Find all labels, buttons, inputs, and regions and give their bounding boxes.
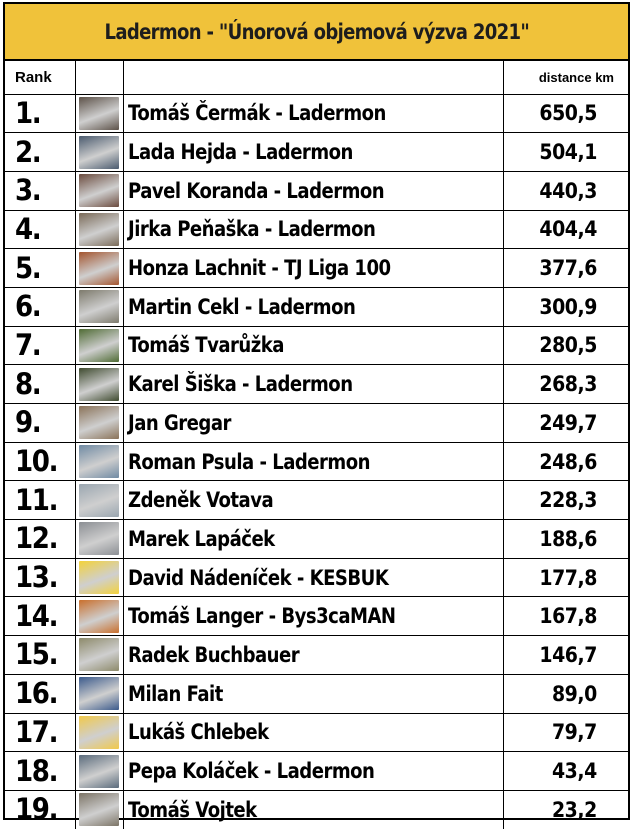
distance-cell: [503, 752, 628, 791]
distance-cell: [503, 597, 628, 636]
photo-cell: [75, 365, 123, 404]
avatar: [79, 329, 119, 362]
rank-value: 14.: [15, 598, 58, 633]
rank-value: 18.: [15, 753, 58, 788]
name-cell: [123, 790, 503, 829]
table-row: [5, 752, 628, 791]
photo-cell: [75, 674, 123, 713]
distance-value: 504,1: [539, 140, 597, 165]
distance-value: 79,7: [552, 720, 597, 745]
photo-cell: [75, 752, 123, 791]
distance-cell: [503, 94, 628, 133]
photo-cell: [75, 636, 123, 675]
distance-cell: [503, 365, 628, 404]
distance-cell: [503, 481, 628, 520]
distance-header: distance km: [503, 61, 628, 94]
participant-name: Tomáš Čermák - Ladermon: [127, 101, 386, 126]
distance-value: 43,4: [552, 759, 597, 784]
name-cell: [123, 287, 503, 326]
participant-name: Lada Hejda - Ladermon: [127, 140, 353, 165]
distance-cell: [503, 713, 628, 752]
rank-value: 13.: [15, 560, 58, 595]
rank-cell: [5, 210, 75, 249]
rank-cell: [5, 94, 75, 133]
name-cell: [123, 674, 503, 713]
photo-cell: [75, 481, 123, 520]
rank-cell: [5, 287, 75, 326]
name-cell: [123, 249, 503, 288]
table-row: [5, 326, 628, 365]
rank-value: 2.: [15, 134, 41, 169]
leaderboard-rows: [5, 94, 628, 829]
name-cell: [123, 133, 503, 172]
avatar: [79, 522, 119, 555]
rank-cell: [5, 558, 75, 597]
photo-cell: [75, 210, 123, 249]
table-row: [5, 133, 628, 172]
distance-value: 650,5: [539, 101, 597, 126]
distance-value: 23,2: [552, 797, 597, 822]
participant-name: Marek Lapáček: [127, 526, 275, 551]
avatar: [79, 793, 119, 826]
name-cell: [123, 404, 503, 443]
photo-cell: [75, 249, 123, 288]
rank-cell: [5, 790, 75, 829]
distance-value: 300,9: [539, 294, 597, 319]
distance-cell: [503, 674, 628, 713]
distance-cell: [503, 520, 628, 559]
table-row: [5, 674, 628, 713]
photo-cell: [75, 558, 123, 597]
table-row: [5, 481, 628, 520]
distance-value: 188,6: [539, 526, 597, 551]
participant-name: Tomáš Vojtek: [127, 797, 257, 822]
distance-cell: [503, 404, 628, 443]
rank-cell: [5, 520, 75, 559]
rank-value: 9.: [15, 405, 41, 440]
avatar: [79, 677, 119, 710]
participant-name: Honza Lachnit - TJ Liga 100: [127, 256, 391, 281]
distance-cell: [503, 287, 628, 326]
distance-value: 146,7: [539, 642, 597, 667]
rank-value: 16.: [15, 676, 58, 711]
participant-name: Pepa Koláček - Ladermon: [127, 759, 374, 784]
photo-cell: [75, 404, 123, 443]
distance-value: 248,6: [539, 449, 597, 474]
rank-cell: [5, 249, 75, 288]
rank-cell: [5, 404, 75, 443]
table-row: [5, 597, 628, 636]
name-cell: [123, 326, 503, 365]
participant-name: Jirka Peňaška - Ladermon: [127, 217, 375, 242]
avatar: [79, 561, 119, 594]
participant-name: Tomáš Tvarůžka: [127, 333, 284, 358]
participant-name: Jan Gregar: [127, 410, 231, 435]
distance-value: 177,8: [539, 565, 597, 590]
table-row: [5, 520, 628, 559]
photo-cell: [75, 790, 123, 829]
table-row: [5, 442, 628, 481]
avatar: [79, 716, 119, 749]
table-row: [5, 287, 628, 326]
rank-header: Rank: [5, 61, 75, 94]
rank-value: 10.: [15, 444, 58, 479]
rank-cell: [5, 133, 75, 172]
avatar: [79, 213, 119, 246]
distance-value: 440,3: [539, 178, 597, 203]
rank-value: 4.: [15, 211, 41, 246]
rank-value: 11.: [15, 482, 58, 517]
distance-value: 268,3: [539, 372, 597, 397]
photo-cell: [75, 597, 123, 636]
rank-cell: [5, 481, 75, 520]
avatar: [79, 406, 119, 439]
distance-value: 404,4: [539, 217, 597, 242]
participant-name: Milan Fait: [127, 681, 223, 706]
photo-cell: [75, 713, 123, 752]
rank-cell: [5, 442, 75, 481]
photo-cell: [75, 520, 123, 559]
rank-value: 3.: [15, 173, 41, 208]
table-row: [5, 171, 628, 210]
avatar: [79, 97, 119, 130]
table-row: [5, 210, 628, 249]
table-row: [5, 558, 628, 597]
rank-cell: [5, 365, 75, 404]
name-cell: [123, 520, 503, 559]
participant-name: Martin Cekl - Ladermon: [127, 294, 355, 319]
name-cell: [123, 713, 503, 752]
name-cell: [123, 597, 503, 636]
distance-cell: [503, 249, 628, 288]
distance-cell: [503, 558, 628, 597]
avatar: [79, 638, 119, 671]
distance-value: 249,7: [539, 410, 597, 435]
avatar: [79, 136, 119, 169]
participant-name: David Nádeníček - KESBUK: [127, 565, 388, 590]
photo-cell: [75, 326, 123, 365]
rank-value: 12.: [15, 521, 58, 556]
rank-value: 6.: [15, 289, 41, 324]
photo-cell: [75, 133, 123, 172]
distance-value: 228,3: [539, 488, 597, 513]
distance-cell: [503, 790, 628, 829]
rank-value: 19.: [15, 792, 58, 827]
rank-value: 7.: [15, 327, 41, 362]
photo-cell: [75, 94, 123, 133]
distance-cell: [503, 210, 628, 249]
participant-name: Tomáš Langer - Bys3caMAN: [127, 604, 396, 629]
table-row: [5, 713, 628, 752]
participant-name: Zdeněk Votava: [127, 488, 273, 513]
rank-cell: [5, 326, 75, 365]
photo-header: [75, 61, 123, 94]
rank-value: 17.: [15, 714, 58, 749]
table-row: [5, 404, 628, 443]
avatar: [79, 368, 119, 401]
distance-cell: [503, 442, 628, 481]
distance-cell: [503, 326, 628, 365]
rank-value: 15.: [15, 637, 58, 672]
rank-cell: [5, 171, 75, 210]
name-cell: [123, 481, 503, 520]
avatar: [79, 290, 119, 323]
avatar: [79, 755, 119, 788]
participant-name: Lukáš Chlebek: [127, 720, 269, 745]
avatar: [79, 174, 119, 207]
participant-name: Pavel Koranda - Ladermon: [127, 178, 384, 203]
photo-cell: [75, 171, 123, 210]
distance-value: 280,5: [539, 333, 597, 358]
distance-value: 167,8: [539, 604, 597, 629]
table-row: [5, 365, 628, 404]
rank-cell: [5, 674, 75, 713]
participant-name: Karel Šiška - Ladermon: [127, 372, 353, 397]
name-cell: [123, 558, 503, 597]
leaderboard-title: [5, 4, 628, 61]
table-row: [5, 636, 628, 675]
rank-cell: [5, 636, 75, 675]
distance-value: 377,6: [539, 256, 597, 281]
participant-name: Roman Psula - Ladermon: [127, 449, 370, 474]
header-row: [5, 61, 628, 94]
name-cell: [123, 752, 503, 791]
title-text: Ladermon - "Únorová objemová výzva 2021": [104, 19, 529, 44]
distance-cell: [503, 636, 628, 675]
participant-name: Radek Buchbauer: [127, 642, 299, 667]
name-cell: [123, 442, 503, 481]
distance-cell: [503, 133, 628, 172]
rank-value: 5.: [15, 250, 41, 285]
rank-cell: [5, 597, 75, 636]
name-cell: [123, 636, 503, 675]
name-cell: [123, 210, 503, 249]
rank-cell: [5, 713, 75, 752]
name-header: [123, 61, 503, 94]
avatar: [79, 600, 119, 633]
rank-value: 8.: [15, 366, 41, 401]
avatar: [79, 484, 119, 517]
avatar: [79, 445, 119, 478]
table-row: [5, 94, 628, 133]
avatar: [79, 252, 119, 285]
leaderboard-table: [5, 61, 628, 829]
photo-cell: [75, 287, 123, 326]
rank-cell: [5, 752, 75, 791]
rank-value: 1.: [15, 95, 41, 130]
name-cell: [123, 171, 503, 210]
name-cell: [123, 94, 503, 133]
photo-cell: [75, 442, 123, 481]
distance-cell: [503, 171, 628, 210]
name-cell: [123, 365, 503, 404]
table-row: [5, 790, 628, 829]
distance-value: 89,0: [552, 681, 597, 706]
table-row: [5, 249, 628, 288]
leaderboard-sheet: [3, 2, 630, 827]
